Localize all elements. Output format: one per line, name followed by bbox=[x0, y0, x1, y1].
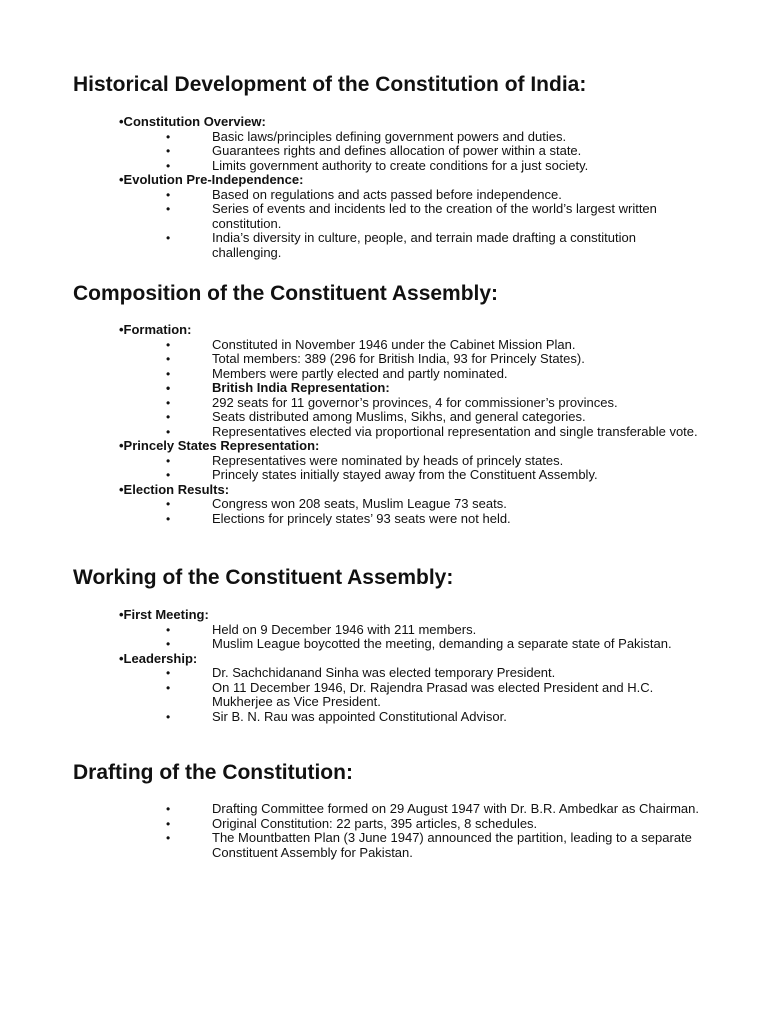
bullet-icon: • bbox=[166, 622, 171, 637]
bullet-list bbox=[0, 130, 768, 174]
bullet-icon: • bbox=[166, 381, 171, 395]
list-item: • Sir B. N. Rau was appointed Constitutional Advisor. bbox=[166, 708, 507, 724]
group-title: •First Meeting: bbox=[119, 607, 209, 622]
bullet-icon: • bbox=[166, 337, 171, 352]
bullet-icon: • bbox=[166, 366, 171, 381]
list-item: • Representatives elected via proportional representation and single transferable vote. bbox=[166, 423, 698, 439]
bullet-icon: • bbox=[166, 144, 171, 158]
section-heading: Drafting of the Constitution: bbox=[73, 761, 353, 784]
bullet-icon: • bbox=[166, 395, 171, 410]
bullet-list bbox=[0, 497, 768, 526]
list-item: • Representatives were nominated by heads of princely states. bbox=[166, 452, 564, 468]
bullet-icon: • bbox=[166, 680, 171, 695]
section-heading: Working of the Constituent Assembly: bbox=[73, 566, 454, 589]
group-title: •Leadership: bbox=[119, 650, 198, 666]
list-item: • Congress won 208 seats, Muslim League 73 seats. bbox=[166, 496, 507, 511]
group-title: •Evolution Pre-Independence: bbox=[119, 172, 304, 187]
bullet-icon: • bbox=[166, 468, 171, 482]
list-item: • Princely states initially stayed away from the Constituent Assembly. bbox=[166, 467, 598, 482]
list-item: • On 11 December 1946, Dr. Rajendra Prasad was elected President and H.C. Mukherjee as Vice President. bbox=[166, 679, 654, 709]
list-item: • 292 seats for 11 governor’s provinces, 4 for commissioner’s provinces. bbox=[166, 394, 618, 410]
bullet-icon: • bbox=[166, 352, 171, 366]
list-item: • India’s diversity in culture, people, and terrain made drafting a constitution challenging. bbox=[166, 230, 636, 260]
section-heading: Composition of the Constituent Assembly: bbox=[73, 282, 499, 305]
bullet-icon: • bbox=[166, 158, 171, 173]
bullet-icon: • bbox=[166, 497, 171, 511]
bullet-icon: • bbox=[166, 424, 171, 439]
bullet-icon: • bbox=[166, 709, 171, 724]
bullet-icon: • bbox=[166, 666, 171, 680]
bullet-list bbox=[0, 338, 768, 440]
list-item: • Dr. Sachchidanand Sinha was elected temporary President. bbox=[166, 665, 556, 680]
bullet-icon: • bbox=[166, 453, 171, 468]
list-item: • Basic laws/principles defining government powers and duties. bbox=[166, 128, 567, 144]
bullet-icon: • bbox=[166, 187, 171, 202]
list-item: • Seats distributed among Muslims, Sikhs, and general categories. bbox=[166, 409, 586, 424]
bullet-list bbox=[0, 666, 768, 724]
section-body bbox=[0, 802, 768, 860]
list-item-subheading: • British India Representation: bbox=[166, 380, 390, 395]
list-item: • Muslim League boycotted the meeting, demanding a separate state of Pakistan. bbox=[166, 636, 672, 651]
section-body bbox=[0, 323, 768, 526]
list-item: • Drafting Committee formed on 29 August 1947 with Dr. B.R. Ambedkar as Chairman. bbox=[166, 801, 700, 816]
bullet-icon: • bbox=[166, 816, 171, 831]
list-item: • Elections for princely states’ 93 seats were not held. bbox=[166, 510, 511, 526]
group-title: •Princely States Representation: bbox=[119, 438, 320, 453]
group-title: •Formation: bbox=[119, 322, 192, 337]
list-item: • Members were partly elected and partly nominated. bbox=[166, 365, 508, 381]
list-item: • Limits government authority to create conditions for a just society. bbox=[166, 157, 589, 173]
list-item: • Constituted in November 1946 under the Cabinet Mission Plan. bbox=[166, 336, 576, 352]
section-body bbox=[0, 115, 768, 260]
section-heading: Historical Development of the Constitution of India: bbox=[73, 73, 587, 96]
bullet-icon: • bbox=[166, 410, 171, 424]
bullet-icon: • bbox=[166, 129, 171, 144]
bullet-icon: • bbox=[166, 231, 171, 245]
bullet-list bbox=[0, 454, 768, 483]
list-item: • The Mountbatten Plan (3 June 1947) announced the partition, leading to a separate Constituent Assembly for Pakistan. bbox=[166, 830, 692, 860]
bullet-icon: • bbox=[166, 831, 171, 845]
bullet-list bbox=[0, 802, 768, 860]
list-item: • Series of events and incidents led to the creation of the world’s largest written constitution. bbox=[166, 201, 657, 231]
group-title: •Election Results: bbox=[119, 481, 230, 497]
bullet-list bbox=[0, 623, 768, 652]
list-item: • Total members: 389 (296 for British India, 93 for Princely States). bbox=[166, 351, 585, 366]
bullet-icon: • bbox=[166, 511, 171, 526]
section-body bbox=[0, 608, 768, 724]
bullet-list bbox=[0, 188, 768, 261]
bullet-icon: • bbox=[166, 637, 171, 651]
bullet-icon: • bbox=[166, 202, 171, 216]
group-title: •Constitution Overview: bbox=[119, 114, 266, 129]
list-item: • Guarantees rights and defines allocation of power within a state. bbox=[166, 143, 582, 158]
bullet-icon: • bbox=[166, 802, 171, 816]
list-item: • Original Constitution: 22 parts, 395 articles, 8 schedules. bbox=[166, 815, 538, 831]
list-item: • Held on 9 December 1946 with 211 members. bbox=[166, 621, 477, 637]
list-item: • Based on regulations and acts passed before independence. bbox=[166, 186, 562, 202]
